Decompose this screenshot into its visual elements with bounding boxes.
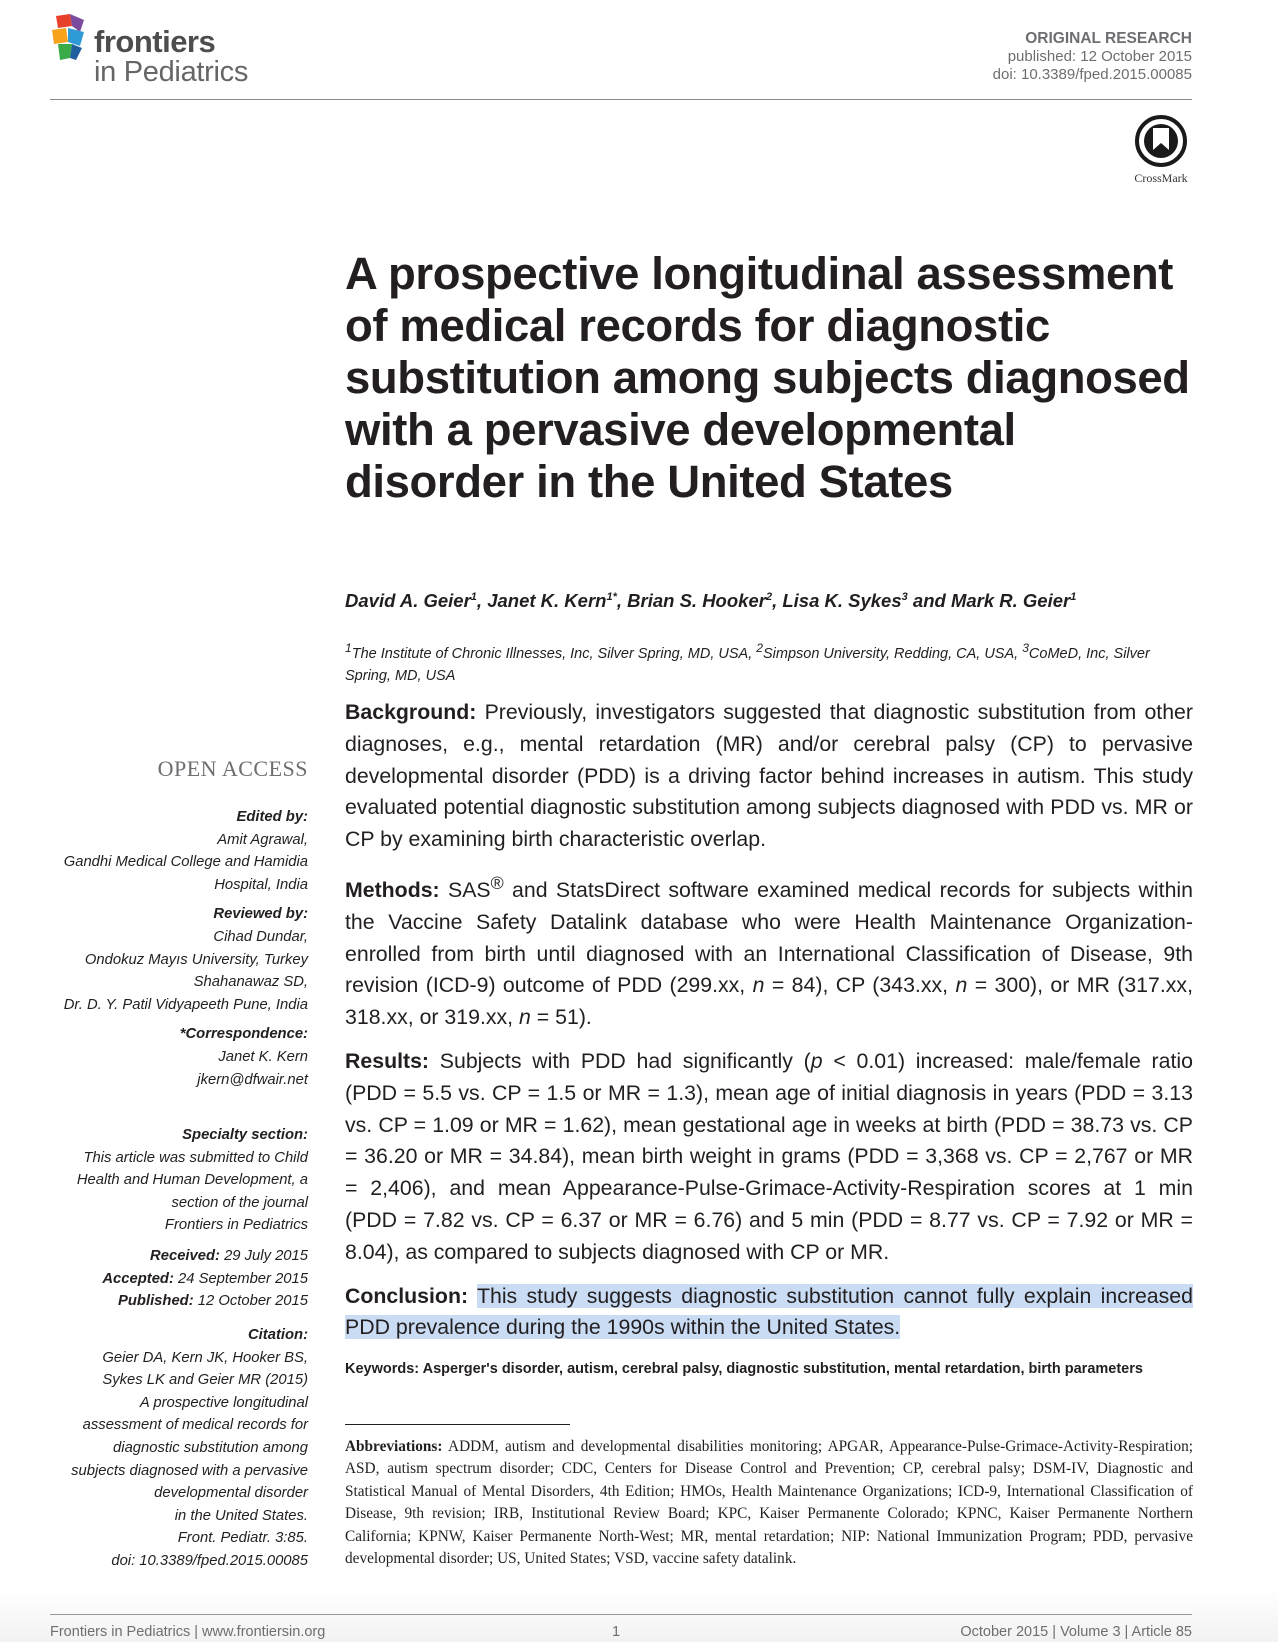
footnote-divider xyxy=(345,1424,570,1425)
article-title: A prospective longitudinal assessment of medical records for diagnostic substitution among subjects diagnosed with a pervasive developmental disorder in the United States xyxy=(345,248,1190,507)
author-name[interactable]: David A. Geier xyxy=(345,590,471,611)
citation-line: Sykes LK and Geier MR (2015) xyxy=(102,1372,308,1389)
specialty-line: Health and Human Development, a xyxy=(76,1172,308,1189)
affil-marker: 1 xyxy=(345,641,352,655)
frontiers-logo-icon xyxy=(50,14,90,62)
specialty-line: section of the journal xyxy=(171,1194,308,1211)
edited-line: Hospital, India xyxy=(214,876,308,893)
doi-link[interactable]: doi: 10.3389/fped.2015.00085 xyxy=(992,66,1192,83)
author-list xyxy=(345,590,1195,612)
author-name[interactable]: Mark R. Geier xyxy=(950,590,1071,611)
citation-line: Front. Pediatr. 3:85. xyxy=(177,1530,308,1547)
sidebar-specialty xyxy=(40,1124,308,1237)
specialty-label: Specialty section: xyxy=(182,1127,308,1143)
citation-line: A prospective longitudinal xyxy=(139,1394,308,1411)
published-label: Published: xyxy=(118,1293,194,1310)
citation-line: subjects diagnosed with a pervasive xyxy=(71,1462,308,1479)
accepted-label: Accepted: xyxy=(102,1270,174,1287)
specialty-line: This article was submitted to Child xyxy=(83,1149,308,1166)
methods-text: = 300), or MR (317.xx, 318.xx, or 319.xx, xyxy=(345,973,1193,1030)
correspondence-name: Janet K. Kern xyxy=(218,1048,308,1065)
reviewer-line: Ondokuz Mayıs University, Turkey xyxy=(84,951,308,968)
published-date-side xyxy=(40,1290,308,1313)
open-access-label: OPEN ACCESS xyxy=(157,756,308,781)
footer-journal[interactable]: Frontiers in Pediatrics | www.frontiersin.org xyxy=(50,1624,326,1640)
author-affil-marker: 1* xyxy=(606,590,617,603)
crossmark-badge[interactable] xyxy=(1128,114,1194,186)
footer-volume: October 2015 | Volume 3 | Article 85 xyxy=(960,1624,1192,1640)
edited-line: Amit Agrawal, xyxy=(217,831,308,848)
journal-name: in Pediatrics xyxy=(94,56,249,88)
results-text: < 0.01) increased: male/female ratio (PDD = 5.5 vs. CP = 1.5 or MR = 1.3), mean age of initial diagnosis in years (PDD = 3.13 vs. CP = 1.09 or MR = 1.62), mean gestational age in weeks at birth (PDD = 38.73 vs. CP = 36.20 or MR = 34.84), mean birth weight in grams (PDD = 3,368 vs. CP = 2,767 or MR = 2,406), and mean Appearance-Pulse-Grimace-Activity-Respiration scores at 1 min (PDD = 7.82 vs. CP = 6.37 or MR = 6.76) and 5 min (PDD = 8.77 vs. CP = 7.92 or MR = 8.04), as compared to subjects diagnosed with CP or MR. xyxy=(345,1049,1193,1264)
author-separator: , xyxy=(476,590,488,611)
author-separator: , xyxy=(616,590,628,611)
citation-line: diagnostic substitution among xyxy=(113,1439,308,1456)
correspondence-label: *Correspondence: xyxy=(179,1026,308,1043)
sidebar-citation xyxy=(40,1324,308,1573)
affiliation-1: The Institute of Chronic Illnesses, Inc, Silver Spring, MD, USA, xyxy=(351,645,757,662)
specialty-line: Frontiers in Pediatrics xyxy=(164,1217,308,1234)
article-meta xyxy=(993,30,1192,84)
abstract xyxy=(345,697,1193,1356)
citation-line: developmental disorder xyxy=(154,1485,308,1502)
abbreviations-label: Abbreviations: xyxy=(345,1438,443,1455)
accepted-date xyxy=(40,1268,308,1291)
n-symbol: n xyxy=(955,973,968,998)
published-value: 12 October 2015 xyxy=(193,1293,308,1310)
edited-line: Gandhi Medical College and Hamidia xyxy=(63,854,308,871)
affil-marker: 2 xyxy=(756,641,763,655)
affiliation-2: Simpson University, Redding, CA, USA, xyxy=(762,645,1023,662)
reviewer-line: Dr. D. Y. Patil Vidyapeeth Pune, India xyxy=(63,996,308,1013)
methods-text: and StatsDirect software examined medical records for subjects within the Vaccine Safety Datalink database who were Health Maintenance Organization-enrolled from birth until diagnosed with an International Classification of Disease, 9th revision (ICD-9) outcome of PDD (299.xx, xyxy=(345,878,1194,998)
received-date xyxy=(40,1245,308,1268)
crossmark-icon xyxy=(1134,114,1188,168)
keywords: Keywords: Asperger's disorder, autism, cerebral palsy, diagnostic substitution, mental retardation, birth parameters xyxy=(345,1361,1143,1377)
sidebar-editors xyxy=(40,806,308,1091)
methods-text: = 84), CP (343.xx, xyxy=(764,973,956,998)
affiliation-3: CoMeD, Inc, Silver Spring, MD, USA xyxy=(345,645,1150,684)
methods-text: = 51). xyxy=(530,1005,592,1030)
background-text: Previously, investigators suggested that diagnostic substitution from other diagnoses, e.g., mental retardation (MR) and/or cerebral palsy (CP) to pervasive developmental disorder (PDD) is a driving factor behind increases in autism. This study evaluated potential diagnostic substitution among subjects diagnosed with PDD vs. MR or CP by examining birth characteristic overlap. xyxy=(345,700,1193,852)
background-label: Background: xyxy=(345,700,477,724)
citation-line: assessment of medical records for xyxy=(82,1417,308,1434)
footer-divider xyxy=(50,1614,1192,1615)
results-label: Results: xyxy=(345,1049,430,1074)
abstract-results xyxy=(345,1046,1193,1269)
conclusion-text-selected[interactable]: This study suggests diagnostic substitution cannot fully explain increased PDD prevalence during the 1990s within the United States. xyxy=(345,1283,1193,1340)
registered-mark: ® xyxy=(490,872,504,893)
p-symbol: p xyxy=(810,1049,823,1074)
conclusion-label: Conclusion: xyxy=(345,1283,469,1308)
page-number: 1 xyxy=(612,1624,621,1640)
citation-line: in the United States. xyxy=(174,1507,308,1524)
methods-text: SAS xyxy=(447,878,491,903)
crossmark-label: CrossMark xyxy=(1134,171,1188,185)
methods-label: Methods: xyxy=(345,878,440,903)
n-symbol: n xyxy=(519,1005,531,1030)
received-label: Received: xyxy=(150,1248,220,1264)
author-name[interactable]: Janet K. Kern xyxy=(487,590,607,611)
reviewer-line: Cihad Dundar, xyxy=(213,928,308,945)
article-type: ORIGINAL RESEARCH xyxy=(1025,30,1192,47)
author-affil-marker: 1 xyxy=(1070,590,1077,603)
header-divider xyxy=(50,99,1192,100)
author-name[interactable]: Brian S. Hooker xyxy=(627,590,766,611)
author-affil-marker: 1 xyxy=(470,590,477,603)
citation-doi[interactable]: doi: 10.3389/fped.2015.00085 xyxy=(111,1552,308,1569)
n-symbol: n xyxy=(752,973,765,998)
sidebar-dates xyxy=(40,1245,308,1313)
journal-logo[interactable] xyxy=(50,14,270,86)
affiliations xyxy=(345,637,1193,687)
author-name[interactable]: Lisa K. Sykes xyxy=(782,590,902,611)
reviewed-by-label: Reviewed by: xyxy=(213,906,308,923)
author-affil-marker: 2 xyxy=(765,590,773,603)
published-date: published: 12 October 2015 xyxy=(1007,48,1192,65)
abbreviations-text: ADDM, autism and developmental disabilities monitoring; APGAR, Appearance-Pulse-Grimace-Activity-Respiration; ASD, autism spectrum disorder; CDC, Centers for Disease Control and Prevention; CP, cerebral palsy; DSM-IV, Diagnostic and Statistical Manual of Mental Disorders, 4th Edition; HMOs, Health Maintenance Organizations; ICD-9, International Classification of Disease, 9th revision; IRB, Institutional Review Board; KPC, Kaiser Permanente Colorado; KPNC, Kaiser Permanente Northern California; KPNW, Kaiser Permanente North-West; MR, mental retardation; NIP: National Immunization Program; PDD, pervasive developmental disorder; US, United States; VSD, vaccine safety datalink. xyxy=(345,1438,1193,1568)
edited-by-label: Edited by: xyxy=(236,809,308,825)
author-separator: and xyxy=(907,590,951,611)
abbreviations xyxy=(345,1436,1193,1570)
accepted-value: 24 September 2015 xyxy=(173,1270,308,1287)
author-separator: , xyxy=(772,590,783,611)
reviewer-line: Shahanawaz SD, xyxy=(193,974,308,991)
abstract-conclusion xyxy=(345,1281,1193,1345)
citation-label: Citation: xyxy=(248,1327,308,1343)
results-text: Subjects with PDD had significantly ( xyxy=(439,1049,811,1074)
correspondence-email[interactable]: jkern@dfwair.net xyxy=(197,1071,308,1088)
affil-marker: 3 xyxy=(1022,641,1029,655)
citation-line: Geier DA, Kern JK, Hooker BS, xyxy=(102,1349,308,1366)
abstract-methods xyxy=(345,868,1193,1034)
brand-name: frontiers xyxy=(94,24,216,59)
abstract-background xyxy=(345,697,1193,856)
received-value: 29 July 2015 xyxy=(219,1248,308,1264)
author-affil-marker: 3 xyxy=(901,590,908,603)
